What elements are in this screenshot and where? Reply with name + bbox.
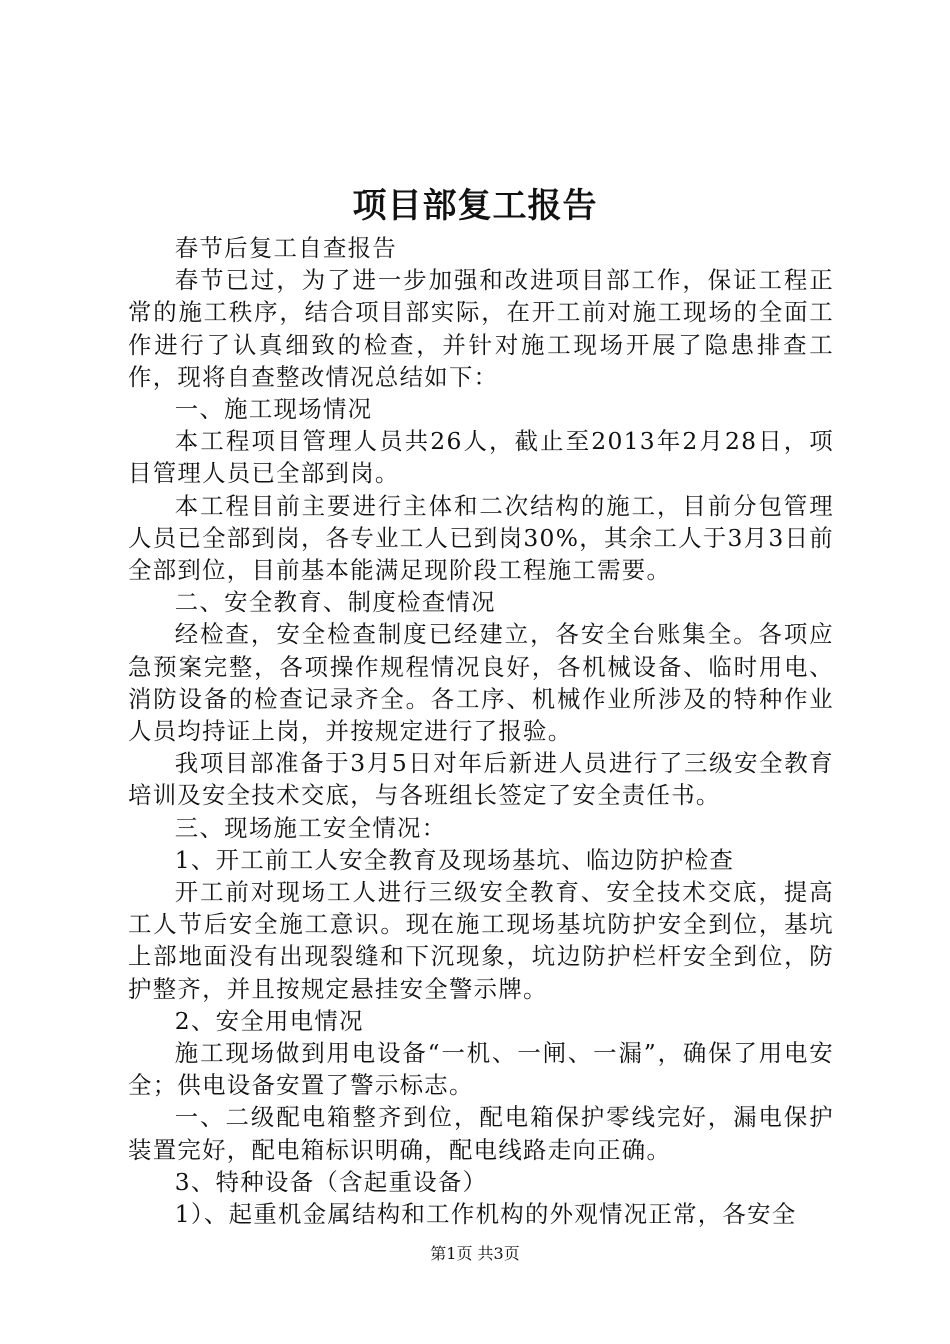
section-heading-1: 一、施工现场情况 [174, 395, 373, 424]
page-footer [0, 1242, 950, 1266]
subsection-heading-2: 2、安全用电情况 [174, 1006, 364, 1035]
subsection-heading-1: 1、开工前工人安全教育及现场基坑、临边防护检查 [174, 845, 735, 874]
paragraph: 经检查，安全检查制度已经建立，各安全台账集全。各项应急预案完整，各项操作规程情况良好，各机械设备、临时用电、消防设备的检查记录齐全。各工序、机械作业所涉及的特种作业人员均持证上岗，并按规定进行了报验。 [128, 620, 834, 746]
section-heading-3: 三、现场施工安全情况： [174, 813, 447, 842]
paragraph: 施工现场做到用电设备“一机、一闸、一漏”，确保了用电安全；供电设备安置了警示标志。 [128, 1039, 834, 1100]
page-total: 共3页 [477, 1244, 520, 1263]
page-number: 第1页 [430, 1244, 473, 1263]
paragraph-subtitle: 春节后复工自查报告 [174, 234, 398, 262]
document-body [128, 232, 834, 1230]
subsection-heading-3: 3、特种设备（含起重设备） [174, 1167, 488, 1196]
document-title: 项目部复工报告 [352, 186, 598, 226]
paragraph: 一、二级配电箱整齐到位，配电箱保护零线完好，漏电保护装置完好，配电箱标识明确，配电线路走向正确。 [128, 1103, 834, 1164]
paragraph: 本工程目前主要进行主体和二次结构的施工，目前分包管理人员已全部到岗，各专业工人已到岗30%，其余工人于3月3日前全部到位，目前基本能满足现阶段工程施工需要。 [128, 491, 834, 585]
paragraph: 我项目部准备于3月5日对年后新进人员进行了三级安全教育培训及安全技术交底，与各班组长签定了安全责任书。 [128, 749, 834, 810]
paragraph: 本工程项目管理人员共26人，截止至2013年2月28日，项目管理人员已全部到岗。 [128, 427, 834, 488]
paragraph: 开工前对现场工人进行三级安全教育、安全技术交底，提高工人节后安全施工意识。现在施工现场基坑防护安全到位，基坑上部地面没有出现裂缝和下沉现象，坑边防护栏杆安全到位，防护整齐，并且按规定悬挂安全警示牌。 [128, 878, 834, 1003]
paragraph: 1）、起重机金属结构和工作机构的外观情况正常，各安全 [174, 1200, 797, 1229]
section-heading-2: 二、安全教育、制度检查情况 [174, 588, 496, 617]
paragraph-intro: 春节已过，为了进一步加强和改进项目部工作，保证工程正常的施工秩序，结合项目部实际，在开工前对施工现场的全面工作进行了认真细致的检查，并针对施工现场开展了隐患排查工作，现将自查整改情况总结如下： [128, 266, 834, 391]
